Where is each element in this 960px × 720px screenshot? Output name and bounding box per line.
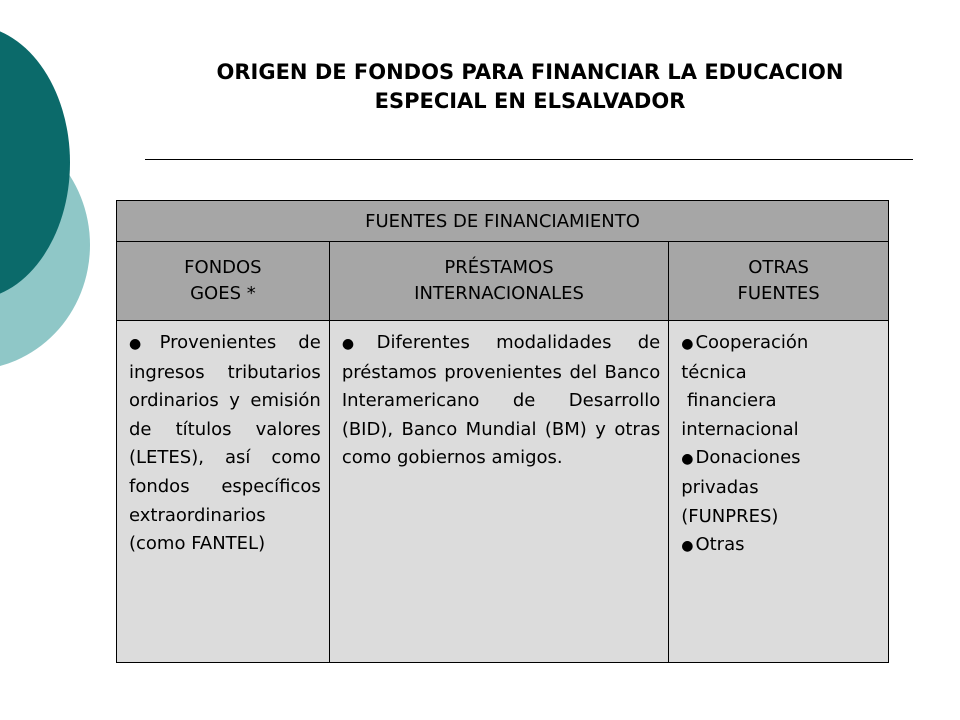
title-line-2: ESPECIAL EN ELSALVADOR [374, 89, 686, 113]
column-header-goes-line2: GOES * [190, 283, 256, 304]
otras-item-2-line3: (FUNPRES) [681, 505, 779, 527]
otras-item-1-line1: Cooperación [695, 332, 809, 353]
otras-item-3 [681, 531, 880, 561]
table-main-header: FUENTES DE FINANCIAMIENTO [117, 201, 889, 242]
table-main-header-row [117, 201, 889, 242]
cell-otras [669, 321, 889, 663]
title-line-1: ORIGEN DE FONDOS PARA FINANCIAR LA EDUCACION [216, 60, 844, 84]
cell-prestamos-text: Diferentes modalidades de préstamos provenientes del Banco Interamericano de Desarrollo (BID), Banco Mundial (BM) y otras como gobiernos amigos. [341, 332, 661, 469]
title-divider [145, 159, 913, 160]
column-header-prestamos-line1: PRÉSTAMOS [444, 257, 554, 278]
column-header-prestamos-line2: INTERNACIONALES [414, 283, 584, 304]
slide-title [140, 58, 920, 116]
bullet-icon: ● [129, 336, 158, 352]
otras-item-2 [681, 444, 880, 474]
bullet-icon: ● [681, 538, 694, 555]
cell-goes [117, 321, 330, 663]
table-body-row [117, 321, 889, 663]
column-header-otras [669, 242, 889, 321]
otras-item-3-line1: Otras [695, 534, 745, 556]
otras-item-2-line2: privadas [681, 476, 759, 498]
column-header-goes-line1: FONDOS [184, 257, 262, 278]
otras-item-1-line4: internacional [681, 418, 799, 440]
column-header-prestamos [329, 242, 668, 321]
bullet-icon: ● [681, 336, 694, 352]
cell-goes-text: Provenientes de ingresos tributarios ordinarios y emisión de títulos valores (LETES), así como fondos específicos extraordinarios (como FANTEL) [129, 332, 321, 555]
bullet-icon: ● [681, 451, 694, 468]
otras-item-1 [681, 329, 880, 359]
column-header-otras-line1: OTRAS [748, 257, 809, 278]
otras-item-1-line2: técnica [681, 361, 747, 383]
otras-item-2-line1: Donaciones [695, 447, 801, 469]
bullet-icon: ● [341, 336, 375, 352]
table-column-header-row [117, 242, 889, 321]
funding-table [116, 200, 889, 663]
column-header-otras-line2: FUENTES [737, 283, 820, 304]
otras-item-1-line3: financiera [681, 390, 777, 412]
column-header-goes [117, 242, 330, 321]
cell-prestamos [329, 321, 668, 663]
